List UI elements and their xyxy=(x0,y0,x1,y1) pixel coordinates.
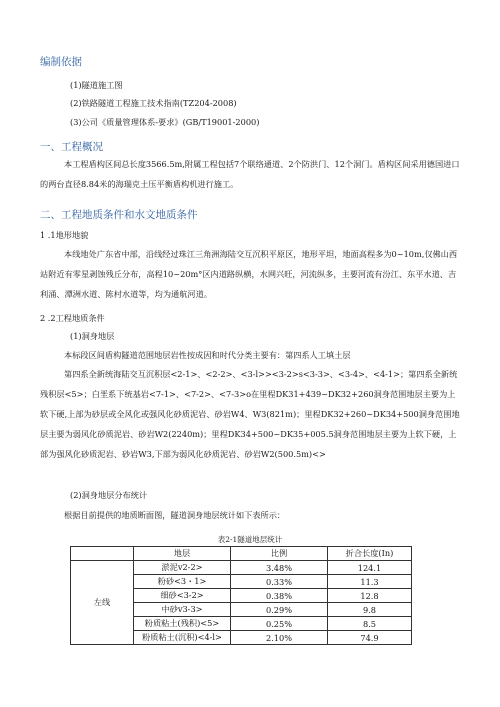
section2-heading: 二、工程地质条件和水文地质条件 xyxy=(40,209,198,221)
table-caption: 表2-1隧道地层统计 xyxy=(217,535,283,544)
table-cell: 9.8 xyxy=(328,603,412,617)
table-row xyxy=(71,561,412,575)
table-cell: 淤泥v2-2> xyxy=(134,561,231,575)
section2-para4: 根据目前提供的地质断面图，隧道洞身地层统计如下表所示： xyxy=(64,510,286,520)
table-cell: 0.33% xyxy=(231,575,328,589)
basis-item-2: (2)铁路隧道工程施工技术指南(TZ204-2008) xyxy=(70,98,237,108)
subsection-2-2: 2 .2工程地质条件 xyxy=(40,313,105,323)
table-cell: 124.1 xyxy=(328,561,412,575)
table-header-cell: 比例 xyxy=(231,547,328,561)
table-cell: 3.48% xyxy=(231,561,328,575)
subsection-1-1: 1 .1地形地貌 xyxy=(40,230,89,240)
table-header-row xyxy=(71,547,412,561)
subsection-2-2-1: (1)洞身地层 xyxy=(70,331,115,341)
section2-para1: 本线地处广东省中部，沿线经过珠江三角洲海陆交互沉积平原区，地形平坦，地面高程多为0~10m,仅佛山西站附近有零星剥蚀残丘分布，高程10~20m°区内道路纵横，水网兴旺，河流纵多，主要河流有汾江、东平水道、吉利涌、潭洲水道、陈村水道等，均为通航河道。 xyxy=(40,249,458,299)
table-header-cell: 折合长度(In) xyxy=(328,547,412,561)
section1-heading: 一、工程概况 xyxy=(40,141,103,153)
basis-item-3: (3)公司《质量管理体系-要求》(GB/T19001-2000) xyxy=(70,117,260,127)
table-cell: 12.8 xyxy=(328,589,412,603)
table-cell: 8.5 xyxy=(328,617,412,631)
table-cell: 0.25% xyxy=(231,617,328,631)
table-group-label: 左线 xyxy=(71,561,134,645)
table-header-cell xyxy=(71,547,134,561)
table-cell: 粉质粘土(沉积)<4-l> xyxy=(134,631,231,645)
section2-para3: 第四系全新统海陆交互沉积层<2-1>、<2-2>、<3-l>><3-2>s<3-3>、<3-4>、<4-1>；第四系全新统残积层<5>；白垩系下统基岩<7-1>、<7-2>、<7-3>o在里程DK31+439~DK32+260洞身范围地层主要为上软下硬,上部为砂层或全风化或强风化砂质泥岩、砂岩W4、W3(821m)；里程DK32+260~DK34+500洞身范围地层主要为弱风化砂质泥岩、砂岩W2(2240m)；里程DK34+500~DK35+005.5洞身范围地层主要为上软下硬，上部为强风化砂质泥岩、砂岩W3,下部为弱风化砂质泥岩、砂岩W2(500.5m)<> xyxy=(40,369,460,459)
table-cell: 粉质粘土(残积)<5> xyxy=(134,617,231,631)
table-cell: 0.38% xyxy=(231,589,328,603)
table-cell: 0.29% xyxy=(231,603,328,617)
basis-item-1: (1)隧道施工图 xyxy=(70,80,123,90)
basis-heading: 编制依据 xyxy=(40,56,82,68)
table-cell: 粉砂<3・1> xyxy=(134,575,231,589)
table-cell: 74.9 xyxy=(328,631,412,645)
subsection-2-2-2: (2)洞身地层分布统计 xyxy=(70,490,148,500)
stratum-table xyxy=(70,546,412,645)
section1-para: 本工程盾构区间总长度3566.5m,附属工程包括7个联络通道、2个防洪门、12个洞门。盾构区间采用德国进口的两台直径8.84米的海瑞克土压平衡盾构机进行施工。 xyxy=(40,159,460,189)
table-cell: 2.10% xyxy=(231,631,328,645)
table-header-cell: 地层 xyxy=(134,547,231,561)
section2-para2: 本标段区间盾构隧道范围地层岩性按成因和时代分类主要有：第四系人工填土层 xyxy=(64,350,351,360)
table-cell: 中砂v3-3> xyxy=(134,603,231,617)
table-cell: 11.3 xyxy=(328,575,412,589)
table-cell: 细砂<3-2> xyxy=(134,589,231,603)
